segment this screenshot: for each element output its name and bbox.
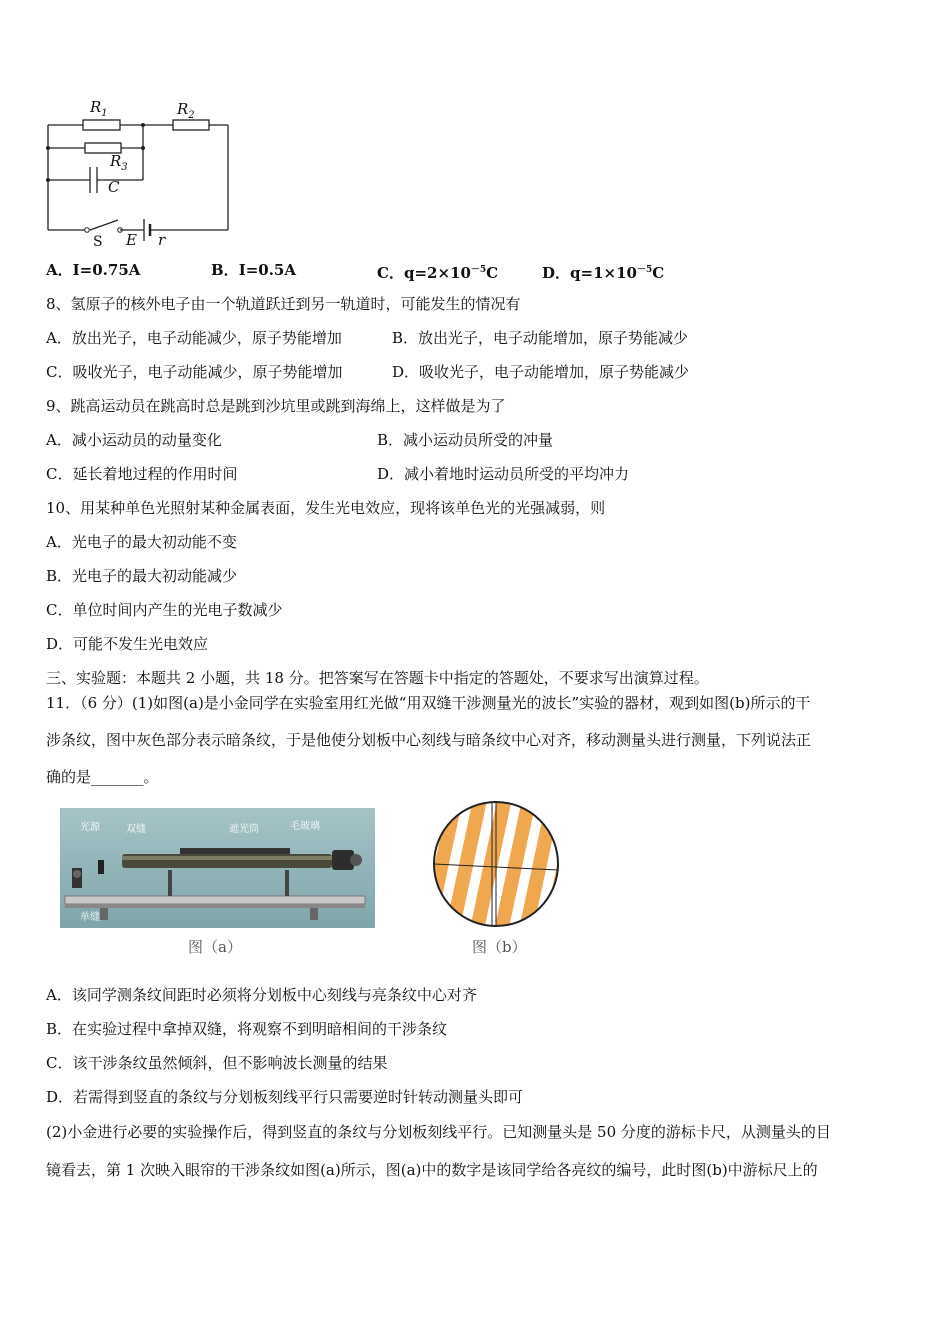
- figure-a: [60, 808, 375, 928]
- q7-option-d[interactable]: D．$q=1\times 10^{-5}C$: [542, 264, 665, 282]
- r1-label: $R_1$: [90, 98, 108, 119]
- q11-line-2: 涉条纹，图中灰色部分表示暗条纹，于是他使分划板中心刻线与暗条纹中心对齐，移动测量头进行测量，下列说法正: [46, 731, 812, 749]
- figure-b: [432, 800, 560, 928]
- q9-option-b[interactable]: B．减小运动员所受的冲量: [377, 431, 554, 449]
- q7-option-b[interactable]: B．I=0.5A: [211, 261, 297, 279]
- emf-label: E: [126, 231, 137, 249]
- q11-line-3: 确的是_______。: [46, 768, 159, 786]
- q11-part2-line-2: 镜看去，第 1 次映入眼帘的干涉条纹如图(a)所示，图(a)中的数字是该同学给各亮纹的编号，此时图(b)中游标尺上的: [46, 1161, 818, 1179]
- label-ground-glass: 毛玻璃: [290, 821, 320, 832]
- r3-label: $R_3$: [110, 152, 128, 173]
- q11-option-c[interactable]: C．该干涉条纹虽然倾斜，但不影响波长测量的结果: [46, 1054, 388, 1072]
- switch-label: S: [93, 234, 103, 250]
- figure-a-caption: 图（a）: [188, 938, 242, 956]
- circuit-diagram: [40, 95, 240, 250]
- q10-option-a[interactable]: A．光电子的最大初动能不变: [46, 533, 237, 551]
- circuit-svg: [40, 95, 240, 250]
- q8-option-a[interactable]: A．放出光子，电子动能减少，原子势能增加: [46, 329, 342, 347]
- figure-b-caption: 图（b）: [472, 938, 527, 956]
- q9-option-a[interactable]: A．减小运动员的动量变化: [46, 431, 222, 449]
- fringe-view: [432, 800, 560, 928]
- q9-option-c[interactable]: C．延长着地过程的作用时间: [46, 465, 238, 483]
- r2-label: $R_2$: [177, 100, 195, 121]
- section-heading: 三、实验题：本题共 2 小题，共 18 分。把答案写在答题卡中指定的答题处，不要求写出演算过程。: [46, 669, 709, 687]
- apparatus-photo: [60, 808, 375, 928]
- label-light-tube: 遮光筒: [229, 824, 259, 835]
- q8-option-d[interactable]: D．吸收光子，电子动能增加，原子势能减少: [392, 363, 690, 381]
- q7-option-a[interactable]: A．I=0.75A: [46, 261, 141, 279]
- q9-stem: 9、跳高运动员在跳高时总是跳到沙坑里或跳到海绵上，这样做是为了: [46, 397, 506, 415]
- q8-stem: 8、氢原子的核外电子由一个轨道跃迁到另一轨道时，可能发生的情况有: [46, 295, 521, 313]
- label-light-source: 光源: [80, 822, 100, 833]
- q11-option-a[interactable]: A．该同学测条纹间距时必须将分划板中心刻线与亮条纹中心对齐: [46, 986, 477, 1004]
- q11-part2-line-1: (2)小金进行必要的实验操作后，得到竖直的条纹与分划板刻线平行。已知测量头是 50 分度的游标卡尺，从测量头的目: [46, 1123, 831, 1141]
- q11-option-b[interactable]: B．在实验过程中拿掉双缝，将观察不到明暗相间的干涉条纹: [46, 1020, 448, 1038]
- q10-stem: 10、用某种单色光照射某种金属表面，发生光电效应，现将该单色光的光强减弱，则: [46, 499, 606, 517]
- q9-option-d[interactable]: D．减小着地时运动员所受的平均冲力: [377, 465, 630, 483]
- q10-option-c[interactable]: C．单位时间内产生的光电子数减少: [46, 601, 283, 619]
- q10-option-d[interactable]: D．可能不发生光电效应: [46, 635, 209, 653]
- capacitor-label: C: [108, 178, 120, 196]
- q8-option-c[interactable]: C．吸收光子，电子动能减少，原子势能增加: [46, 363, 343, 381]
- q10-option-b[interactable]: B．光电子的最大初动能减少: [46, 567, 238, 585]
- internal-resistance-label: r: [158, 231, 166, 249]
- label-single-slit: 单缝: [80, 912, 100, 923]
- q11-option-d[interactable]: D．若需得到竖直的条纹与分划板刻线平行只需要逆时针转动测量头即可: [46, 1088, 524, 1106]
- label-double-slit: 双缝: [126, 824, 146, 835]
- q7-option-c[interactable]: C．$q=2\times 10^{-5}C$: [377, 264, 499, 282]
- q8-option-b[interactable]: B．放出光子，电子动能增加，原子势能减少: [392, 329, 689, 347]
- q11-line-1: 11．（6 分）(1)如图(a)是小金同学在实验室用红光做“用双缝干涉测量光的波长”实验的器材，观到如图(b)所示的干: [46, 694, 811, 712]
